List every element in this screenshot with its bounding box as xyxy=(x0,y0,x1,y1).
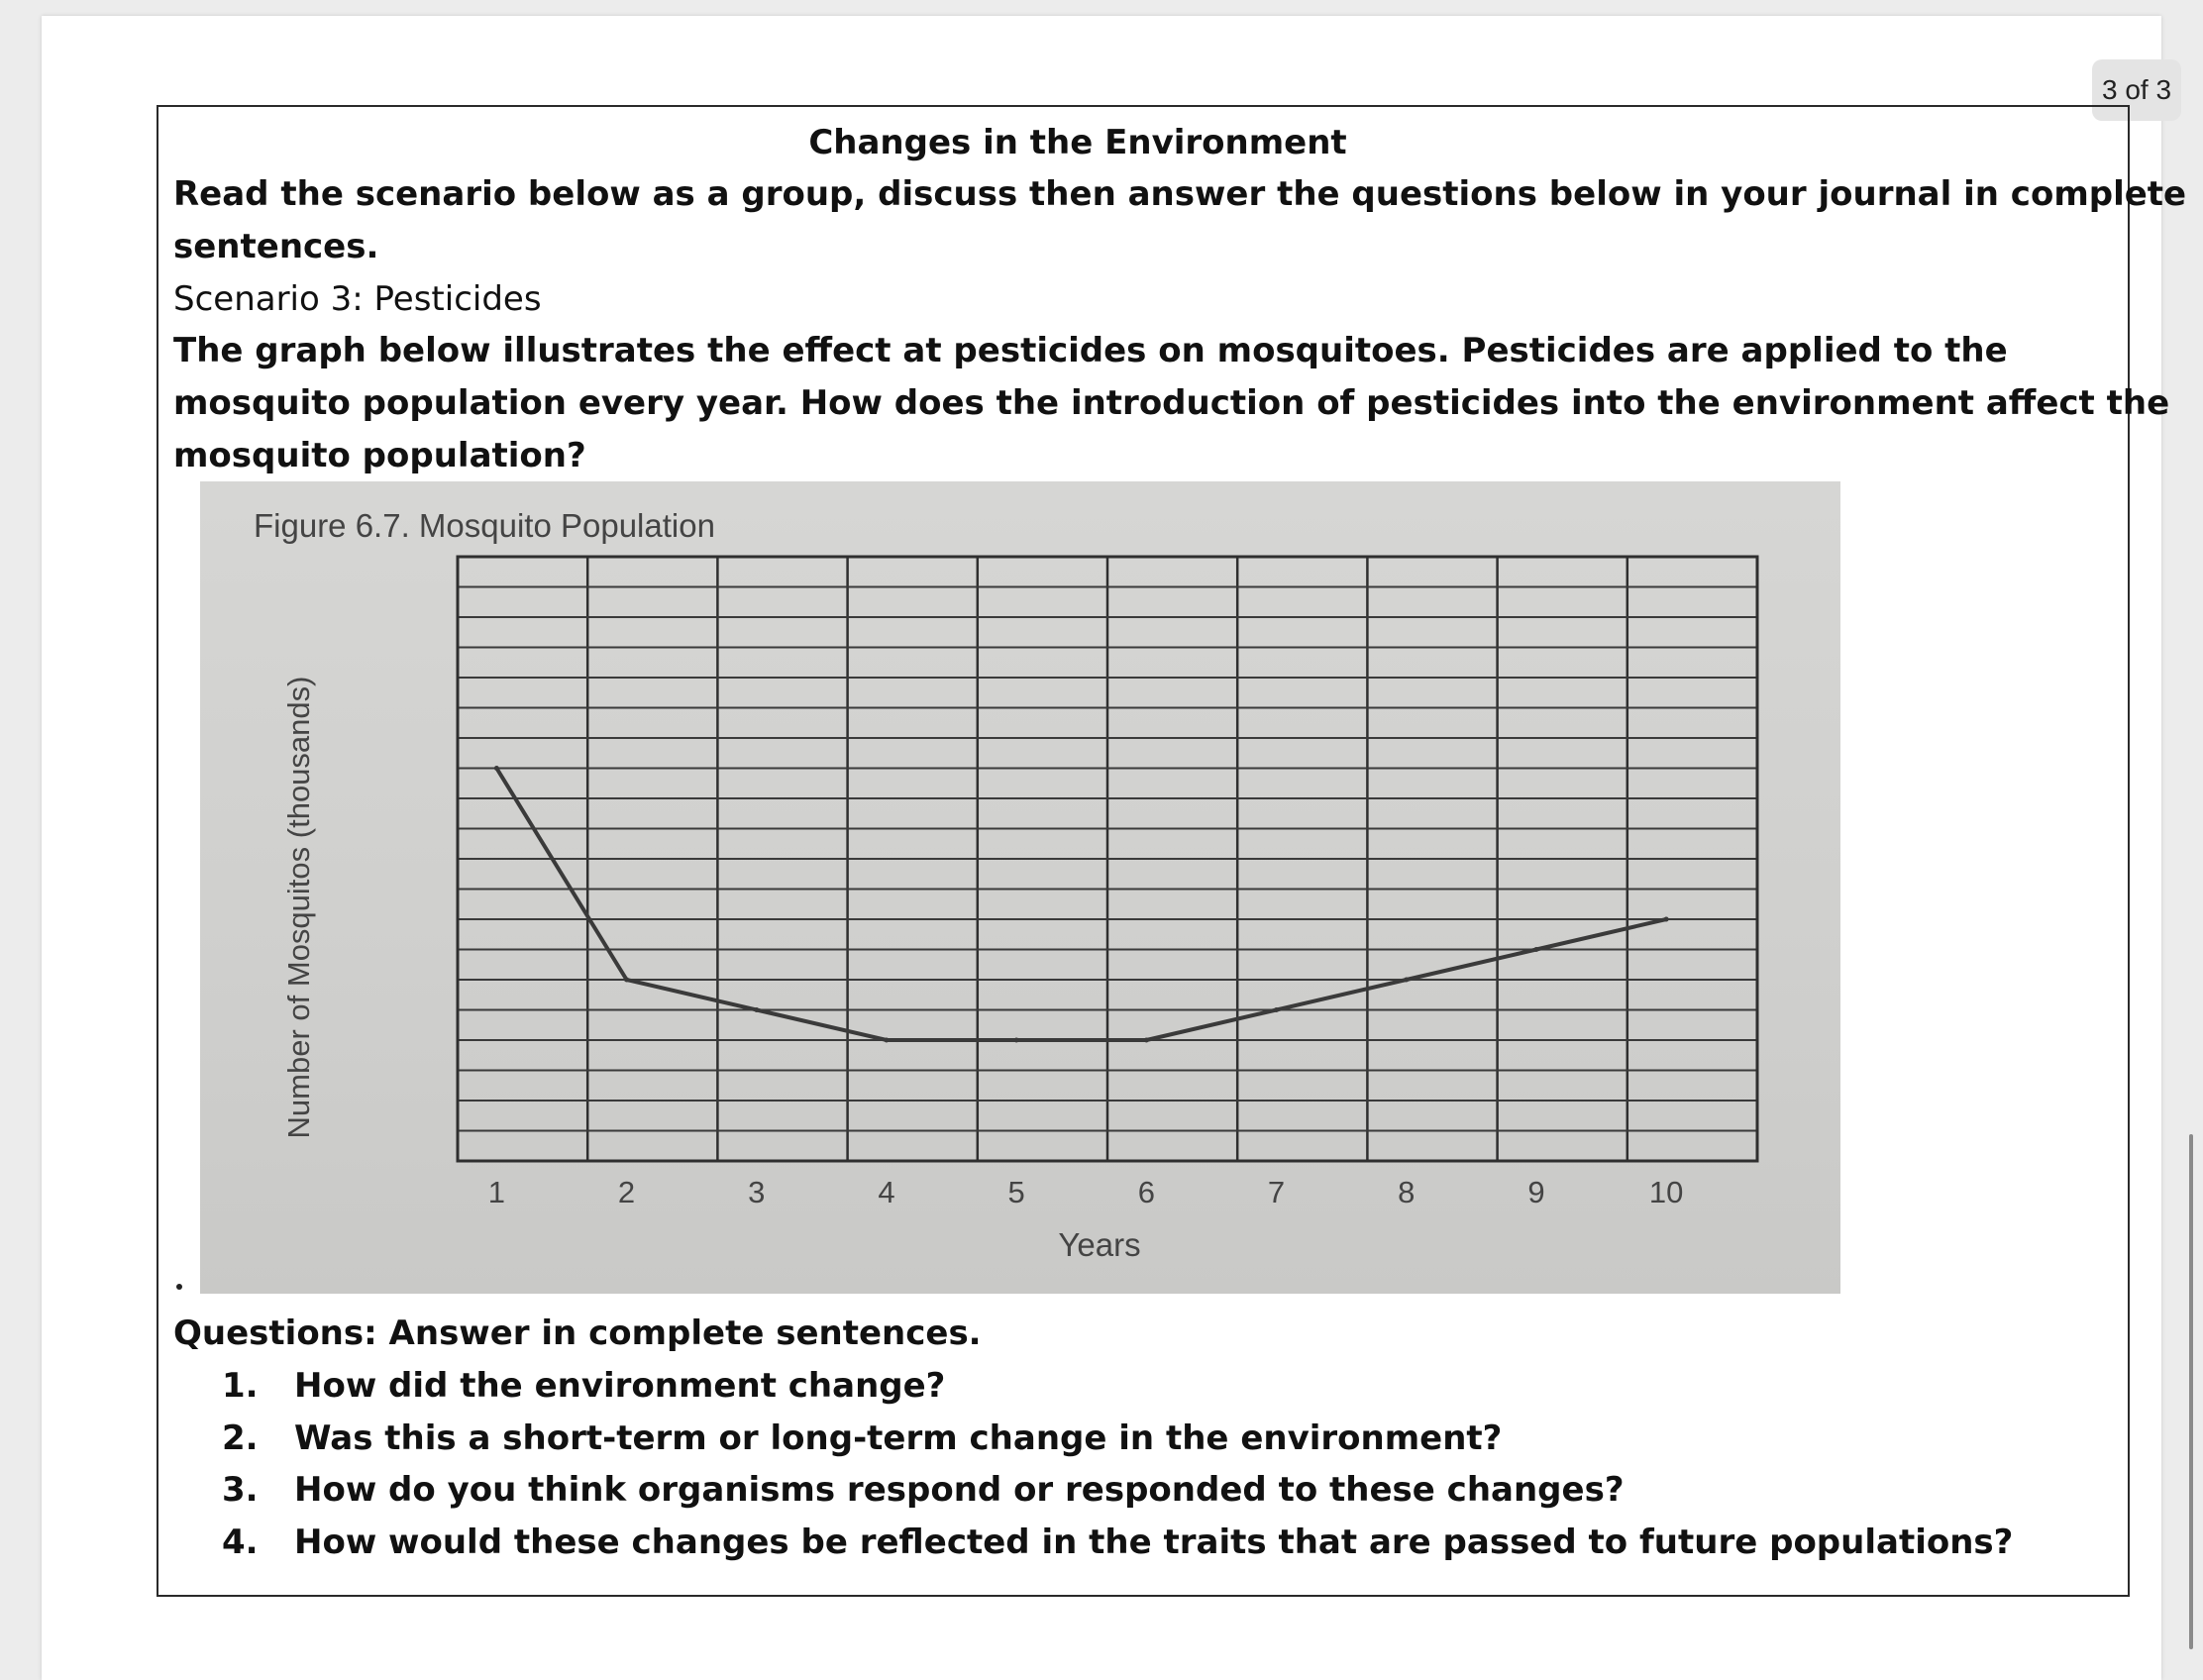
x-tick-label-8: 8 xyxy=(1398,1175,1416,1209)
bullet-dot xyxy=(176,1284,182,1290)
data-point-year-5 xyxy=(1014,1038,1019,1043)
x-tick-label-3: 3 xyxy=(748,1175,766,1209)
chart-title: Figure 6.7. Mosquito Population xyxy=(254,507,715,544)
x-tick-label-10: 10 xyxy=(1648,1175,1684,1209)
question-number-1: 1. xyxy=(222,1366,259,1406)
x-tick-label-6: 6 xyxy=(1137,1175,1155,1209)
data-point-year-2 xyxy=(624,978,629,983)
question-number-4: 4. xyxy=(222,1522,259,1562)
worksheet-title: Changes in the Environment xyxy=(808,123,1347,162)
page-indicator: 3 of 3 xyxy=(2092,59,2181,121)
intro-line-2: sentences. xyxy=(173,227,379,266)
question-1: How did the environment change? xyxy=(294,1366,946,1406)
chart-grid xyxy=(458,557,1757,1161)
data-point-year-1 xyxy=(494,766,499,771)
data-point-year-4 xyxy=(884,1038,889,1043)
scenario-line-2: mosquito population every year. How does the introduction of pesticides into the environment affect the xyxy=(173,383,2170,423)
series-points xyxy=(494,766,1669,1043)
x-tick-label-9: 9 xyxy=(1527,1175,1545,1209)
y-axis-label: Number of Mosquitos (thousands) xyxy=(281,676,316,1139)
data-point-year-10 xyxy=(1664,917,1669,922)
question-4: How would these changes be reflected in the traits that are passed to future populations? xyxy=(294,1522,2014,1562)
question-number-3: 3. xyxy=(222,1470,259,1510)
x-axis-label: Years xyxy=(1058,1226,1141,1263)
data-point-year-7 xyxy=(1274,1007,1279,1012)
questions-heading: Questions: Answer in complete sentences. xyxy=(173,1313,982,1353)
data-point-year-3 xyxy=(754,1007,759,1012)
x-tick-label-7: 7 xyxy=(1267,1175,1286,1209)
intro-line-1: Read the scenario below as a group, discuss then answer the questions below in your journal in complete xyxy=(173,174,2187,214)
series-line-mosquito-population xyxy=(496,769,1666,1041)
data-point-year-9 xyxy=(1533,947,1538,952)
x-tick-label-5: 5 xyxy=(1007,1175,1025,1209)
x-tick-labels xyxy=(488,1175,1684,1209)
question-3: How do you think organisms respond or responded to these changes? xyxy=(294,1470,1625,1510)
question-number-2: 2. xyxy=(222,1418,259,1458)
x-tick-label-1: 1 xyxy=(487,1175,505,1209)
data-point-year-8 xyxy=(1404,978,1409,983)
scrollbar-thumb[interactable] xyxy=(2189,1134,2193,1649)
x-tick-label-2: 2 xyxy=(617,1175,636,1209)
question-2: Was this a short-term or long-term change in the environment? xyxy=(294,1418,1503,1458)
mosquito-population-chart xyxy=(200,481,1840,1294)
scenario-heading: Scenario 3: Pesticides xyxy=(173,279,542,319)
chart-photo xyxy=(200,481,1840,1294)
data-point-year-6 xyxy=(1144,1038,1149,1043)
scenario-line-3: mosquito population? xyxy=(173,436,586,475)
scenario-line-1: The graph below illustrates the effect at pesticides on mosquitoes. Pesticides are applied to the xyxy=(173,331,2008,370)
x-tick-label-4: 4 xyxy=(878,1175,895,1209)
